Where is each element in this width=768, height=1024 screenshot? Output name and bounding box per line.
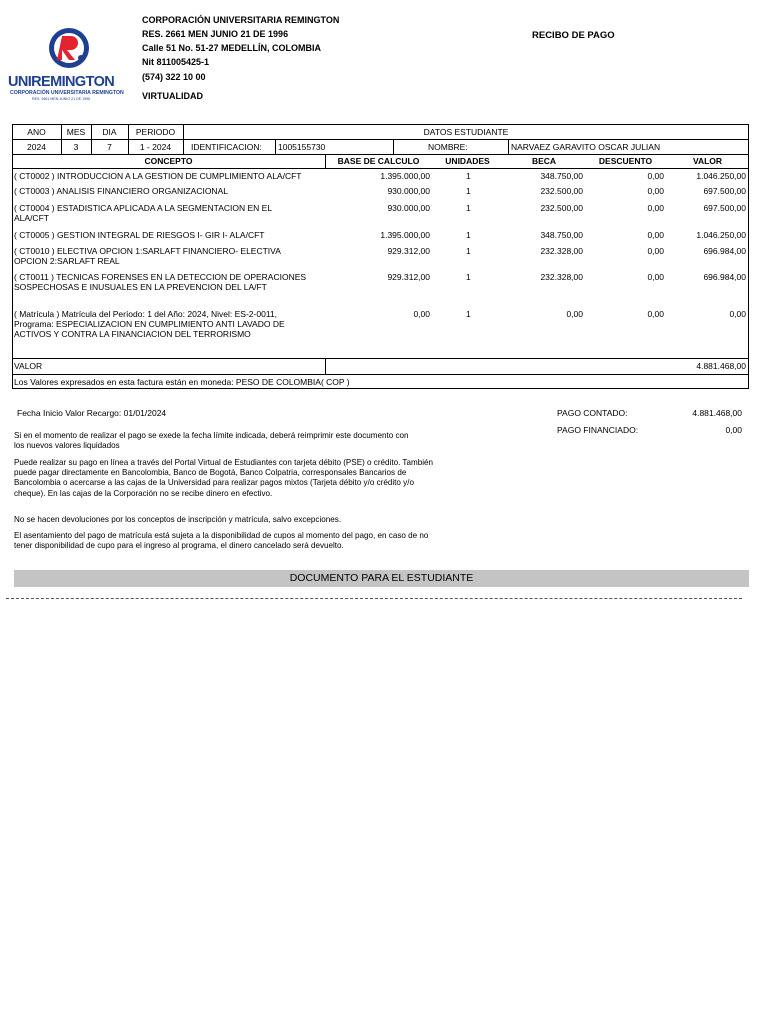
row-units: 1 (466, 186, 471, 196)
currency-note: Los Valores expresados en esta factura están en moneda: PESO DE COLOMBIA( COP ) (14, 377, 350, 387)
cut-line-divider (6, 598, 742, 599)
note-refunds: No se hacen devoluciones por los conceptos de inscripción y matrícula, salvo excepciones. (14, 515, 342, 524)
row-scholarship: 348.750,00 (540, 230, 583, 240)
row-discount: 0,00 (647, 309, 664, 319)
logo-brand-name: UNIREMINGTON (8, 74, 115, 90)
row-units: 1 (466, 272, 471, 282)
row-value: 697.500,00 (703, 203, 746, 213)
header-value: VALOR (692, 156, 723, 166)
row-value: 0,00 (729, 309, 746, 319)
cash-payment-label: PAGO CONTADO: (557, 408, 628, 418)
row-concept: ( CT0005 ) GESTION INTEGRAL DE RIESGOS I- GIR I- ALA/CFT (14, 230, 265, 240)
cash-payment-value: 4.881.468,00 (692, 408, 742, 418)
financed-payment-value: 0,00 (725, 425, 742, 435)
row-scholarship: 232.500,00 (540, 203, 583, 213)
year-value: 2024 (27, 142, 46, 152)
row-scholarship: 232.328,00 (540, 272, 583, 282)
row-base: 0,00 (413, 309, 430, 319)
row-units: 1 (466, 203, 471, 213)
row-scholarship: 0,00 (566, 309, 583, 319)
row-concept: ( CT0011 ) TECNICAS FORENSES EN LA DETECCION DE OPERACIONES SOSPECHOSAS E INUSUALES EN LA PREVENCION DEL LA/FT (14, 272, 307, 292)
row-concept: ( CT0010 ) ELECTIVA OPCION 1:SARLAFT FINANCIERO- ELECTIVA OPCION 2:SARLAFT REAL (14, 246, 281, 266)
header-scholarship: BECA (531, 156, 557, 166)
row-base: 930.000,00 (387, 203, 430, 213)
id-label: IDENTIFICACION: (191, 142, 262, 152)
row-concept: ( CT0003 ) ANALISIS FINANCIERO ORGANIZACIONAL (14, 186, 228, 196)
row-discount: 0,00 (647, 246, 664, 256)
note-payment-methods: Puede realizar su pago en línea a través del Portal Virtual de Estudiantes con tarjeta débito (PSE) o crédito. También puede pagar directamente en Bancolombia, Banco de Bogotá, Banco Colpatria, corresponsales Bancarios de Bancolombia o acercarse a las cajas de la Universidad para realizar pagos mixtos (Tarjeta débito y/o crédito y/o cheque). En las cajas de la Corporación no se recibe dinero en efectivo. (14, 458, 434, 498)
row-value: 696.984,00 (703, 246, 746, 256)
row-value: 1.046.250,00 (696, 230, 746, 240)
financed-payment-label: PAGO FINANCIADO: (557, 425, 639, 435)
header-base: BASE DE CALCULO (337, 156, 420, 166)
institution-phone: (574) 322 10 00 (142, 72, 206, 82)
row-discount: 0,00 (647, 230, 664, 240)
institution-name: CORPORACIÓN UNIVERSITARIA REMINGTON (142, 15, 340, 25)
month-label: MES (66, 127, 86, 137)
institution-nit: Nit 811005425-1 (142, 57, 210, 67)
invoice-table (12, 124, 749, 389)
name-label: NOMBRE: (428, 142, 468, 152)
modality-label: VIRTUALIDAD (142, 91, 203, 101)
header-units: UNIDADES (445, 156, 490, 166)
row-base: 1.395.000,00 (380, 230, 430, 240)
note-enrollment: El asentamiento del pago de matrícula está sujeta a la disponibilidad de cupos al momento del pago, en caso de no tener disponibilidad de cupo para el ingreso al programa, el dinero cancelado será devuelto. (14, 531, 429, 551)
row-value: 697.500,00 (703, 186, 746, 196)
row-units: 1 (466, 309, 471, 319)
institution-address: Calle 51 No. 51-27 MEDELLÍN, COLOMBIA (142, 43, 322, 53)
row-scholarship: 232.328,00 (540, 246, 583, 256)
row-value: 1.046.250,00 (696, 171, 746, 181)
note-reprint: Si en el momento de realizar el pago se exede la fecha límite indicada, deberá reimprimir este documento con los nuevos valores liquidados (14, 431, 409, 451)
logo-subtitle: CORPORACIÓN UNIVERSITARIA REMINGTON (10, 90, 124, 96)
row-units: 1 (466, 171, 471, 181)
document-banner: DOCUMENTO PARA EL ESTUDIANTE (14, 570, 749, 587)
total-value: 4.881.468,00 (696, 361, 746, 371)
student-name: NARVAEZ GARAVITO OSCAR JULIAN (511, 142, 661, 152)
row-concept: ( Matrícula ) Matrícula del Período: 1 del Año: 2024, Nivel: ES-2-0011, Programa: ESPECIALIZACION EN CUMPLIMIENTO ANTI LAVADO DE ACTIVOS Y CONTRA LA FINANCIACION DEL TERRORISMO (14, 309, 285, 339)
row-units: 1 (466, 246, 471, 256)
day-value: 7 (107, 142, 112, 152)
row-concept: ( CT0004 ) ESTADISTICA APLICADA A LA SEGMENTACION EN EL ALA/CFT (14, 203, 272, 223)
row-units: 1 (466, 230, 471, 240)
row-base: 929.312,00 (387, 272, 430, 282)
student-section-title: DATOS ESTUDIANTE (423, 127, 509, 137)
institution-resolution: RES. 2661 MEN JUNIO 21 DE 1996 (142, 29, 289, 39)
header-discount: DESCUENTO (598, 156, 653, 166)
row-discount: 0,00 (647, 272, 664, 282)
row-scholarship: 232.500,00 (540, 186, 583, 196)
total-label: VALOR (14, 361, 43, 371)
id-value: 1005155730 (278, 142, 326, 152)
month-value: 3 (73, 142, 79, 152)
row-base: 1.395.000,00 (380, 171, 430, 181)
period-label: PERIODO (135, 127, 176, 137)
row-concept: ( CT0002 ) INTRODUCCION A LA GESTION DE CUMPLIMIENTO ALA/CFT (14, 171, 302, 181)
row-base: 929.312,00 (387, 246, 430, 256)
uniremington-logo (8, 24, 132, 106)
year-label: ANO (27, 127, 46, 137)
row-base: 930.000,00 (387, 186, 430, 196)
row-scholarship: 348.750,00 (540, 171, 583, 181)
period-value: 1 - 2024 (139, 142, 172, 152)
row-discount: 0,00 (647, 203, 664, 213)
day-label: DIA (102, 127, 117, 137)
header-concept: CONCEPTO (144, 156, 193, 166)
logo-tagline: RES. 2661 MEN JUNIO 21 DE 1996 (32, 97, 91, 101)
row-discount: 0,00 (647, 171, 664, 181)
receipt-title: RECIBO DE PAGO (532, 30, 615, 41)
surcharge-date: Fecha Inicio Valor Recargo: 01/01/2024 (17, 408, 167, 418)
row-discount: 0,00 (647, 186, 664, 196)
row-value: 696.984,00 (703, 272, 746, 282)
